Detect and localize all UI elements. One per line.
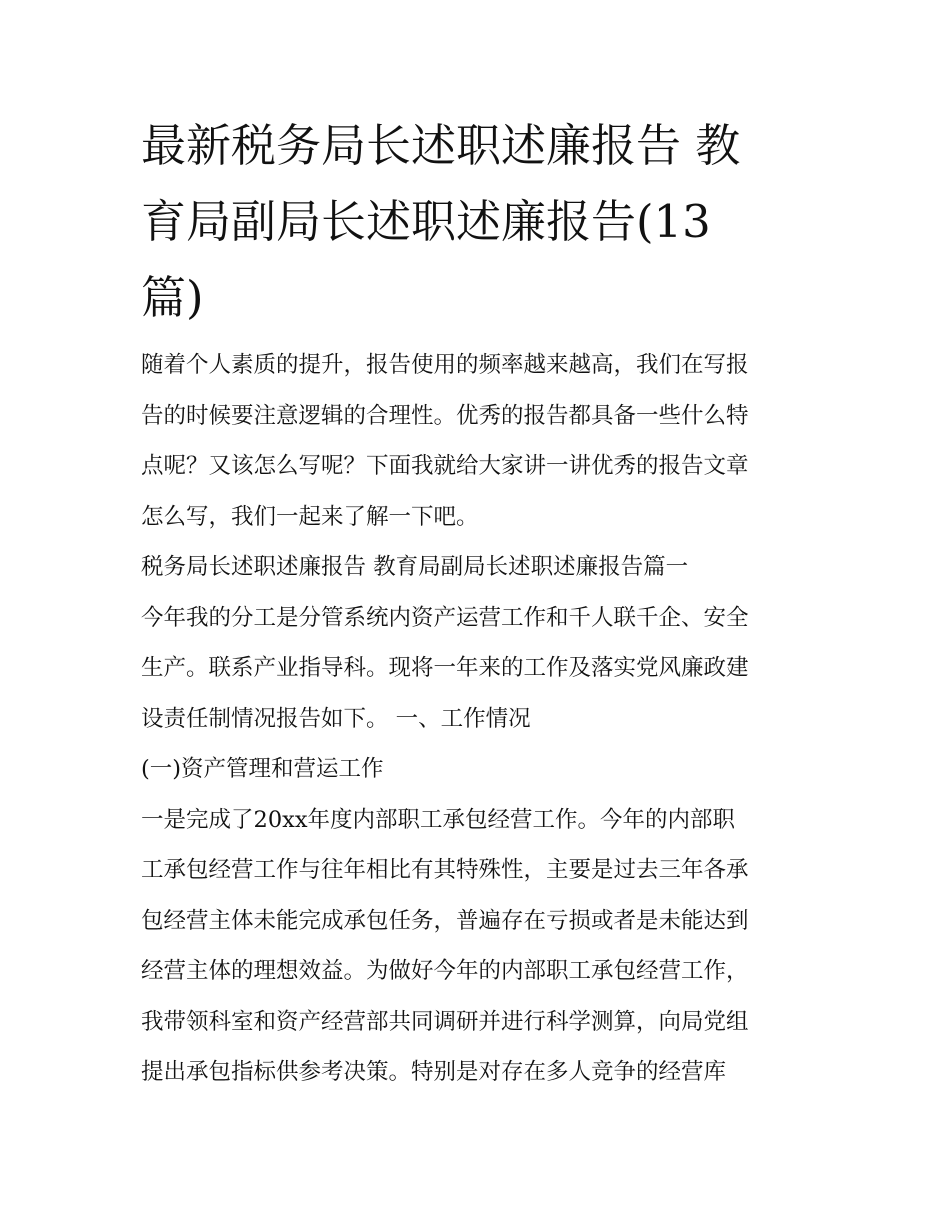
text-line: 提出承包指标供参考决策。特别是对存在多人竞争的经营库	[141, 1059, 727, 1085]
text-line: 点呢？又该怎么写呢？下面我就给大家讲一讲优秀的报告文章	[141, 453, 749, 479]
section-heading	[141, 542, 813, 593]
text-line: 生产。联系产业指导科。现将一年来的工作及落实党风廉政建	[141, 655, 749, 681]
title-line: 育局副局长述职述廉报告(13	[141, 195, 711, 248]
text-line: 包经营主体未能完成承包任务，普遍存在亏损或者是未能达到	[141, 907, 749, 934]
title-line: 篇)	[141, 271, 204, 324]
text-line: 随着个人素质的提升，报告使用的频率越来越高，我们在写报	[141, 352, 749, 378]
text-line: 经营主体的理想效益。为做好今年的内部职工承包经营工作，	[141, 958, 749, 984]
text-line: 工承包经营工作与往年相比有其特殊性，主要是过去三年各承	[141, 857, 749, 883]
detail-paragraph	[141, 795, 813, 1098]
text-line: 设责任制情况报告如下。 一、工作情况	[141, 705, 531, 732]
document-title	[141, 108, 813, 336]
title-line: 最新税务局长述职述廉报告 教	[141, 119, 741, 172]
intro-paragraph	[141, 340, 813, 542]
text-line: 今年我的分工是分管系统内资产运营工作和千人联千企、安全	[141, 604, 749, 631]
text-line: 怎么写，我们一起来了解一下吧。	[141, 503, 479, 530]
document-body	[141, 340, 813, 1098]
document-content	[141, 108, 813, 1098]
work-summary-paragraph	[141, 593, 813, 745]
text-line: 税务局长述职述廉报告 教育局副局长述职述廉报告篇一	[141, 554, 689, 580]
text-line: (一)资产管理和营运工作	[141, 756, 384, 782]
subsection-heading	[141, 744, 813, 795]
text-line: 告的时候要注意逻辑的合理性。优秀的报告都具备一些什么特	[141, 402, 749, 429]
text-line: 我带领科室和资产经营部共同调研并进行科学测算，向局党组	[141, 1008, 749, 1035]
text-line: 一是完成了20xx年度内部职工承包经营工作。今年的内部职	[141, 806, 736, 833]
